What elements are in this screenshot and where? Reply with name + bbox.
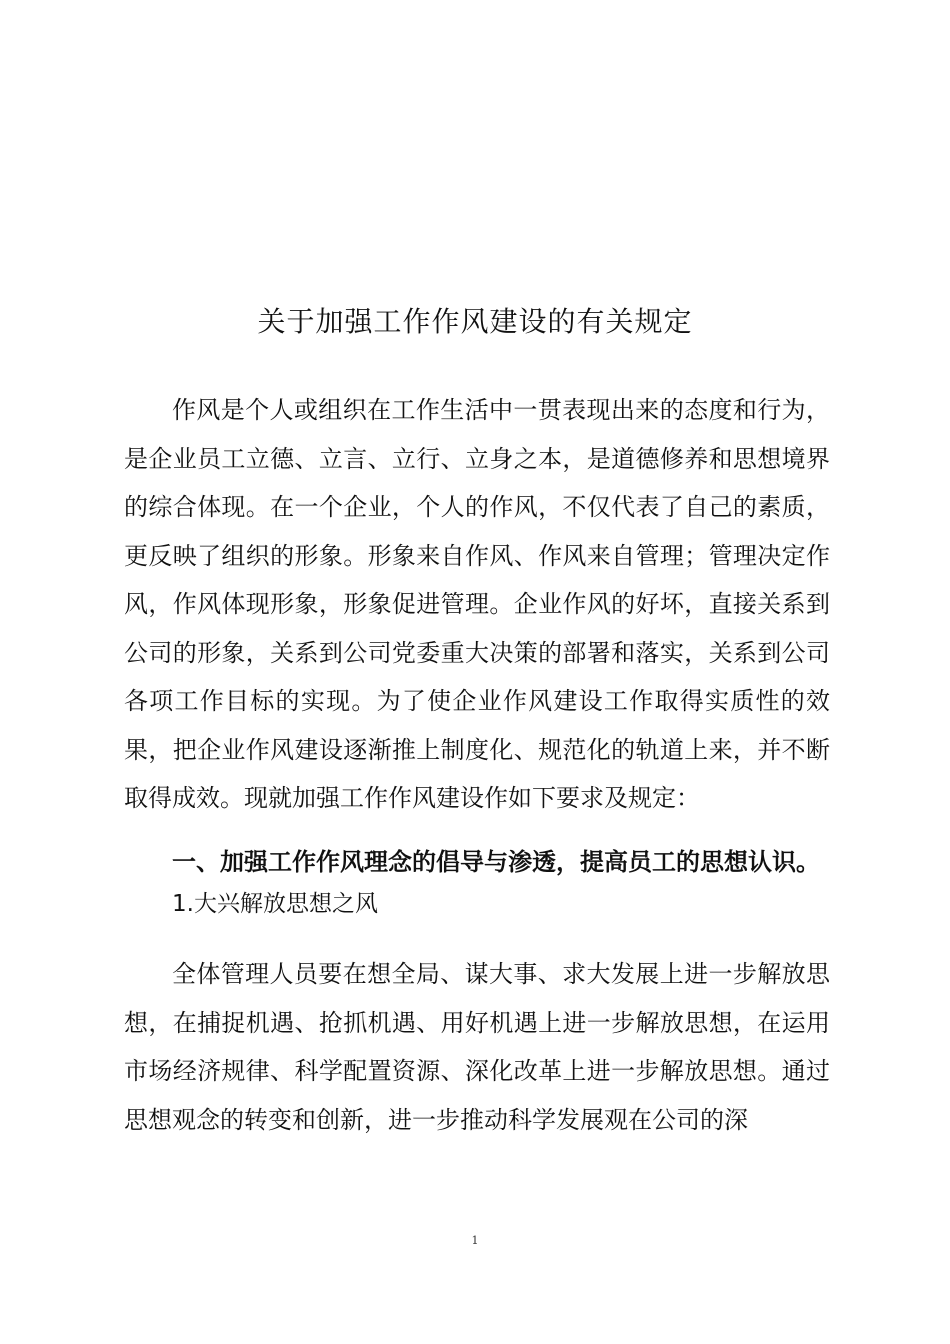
subsection-heading-1	[172, 884, 378, 924]
page-number: 1	[471, 1234, 479, 1247]
body-paragraph: 全体管理人员要在想全局、谋大事、求大发展上进一步解放思想，在捕捉机遇、抢抓机遇、用好机遇上进一步解放思想，在运用市场经济规律、科学配置资源、深化改革上进一步解放思想。通过思想观念的转变和创新，进一步推动科学发展观在公司的深	[124, 960, 830, 1134]
subsection-title: 大兴解放思想之风	[193, 891, 378, 917]
document-title: 关于加强工作作风建设的有关规定	[257, 305, 693, 338]
subsection-number: 1.	[172, 891, 194, 917]
intro-paragraph: 作风是个人或组织在工作生活中一贯表现出来的态度和行为，是企业员工立德、立言、立行、立身之本，是道德修养和思想境界的综合体现。在一个企业，个人的作风，不仅代表了自己的素质，更反映了组织的形象。形象来自作风、作风来自管理；管理决定作风，作风体现形象，形象促进管理。企业作风的好坏，直接关系到公司的形象，关系到公司党委重大决策的部署和落实，关系到公司各项工作目标的实现。为了使企业作风建设工作取得实质性的效果，把企业作风建设逐渐推上制度化、规范化的轨道上来，并不断取得成效。现就加强工作作风建设作如下要求及规定：	[124, 396, 830, 812]
section-heading-1: 一、加强工作作风理念的倡导与渗透，提高员工的思想认识。	[172, 848, 820, 876]
